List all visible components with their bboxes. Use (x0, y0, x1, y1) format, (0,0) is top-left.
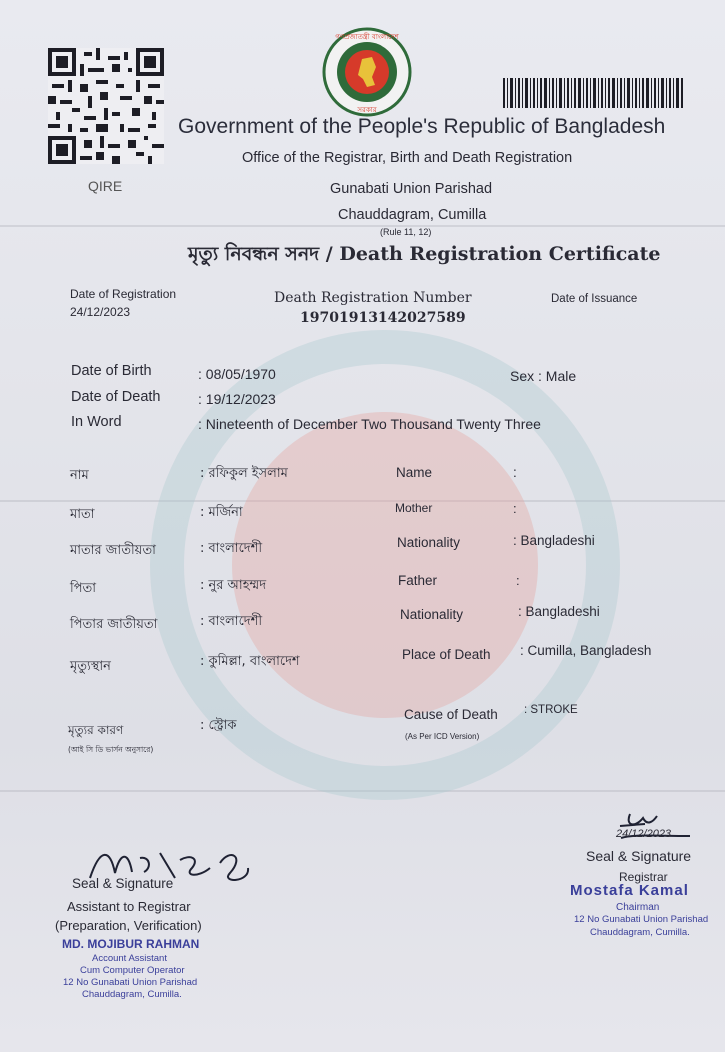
certificate-title (188, 240, 660, 272)
bn-father-value: : নুর আহম্মদ (200, 578, 267, 593)
dod-value: : 19/12/2023 (198, 391, 276, 407)
left-role: Assistant to Registrar (67, 899, 191, 914)
en-father-value: : (516, 573, 520, 588)
left-officer-line4: Chauddagram, Cumilla. (82, 989, 182, 1000)
title-separator: / (319, 243, 340, 265)
en-cause-note: (As Per ICD Version) (405, 732, 480, 741)
right-seal-label: Seal & Signature (586, 848, 692, 864)
in-word-label: In Word (71, 414, 122, 430)
en-cause-label: Cause of Death (404, 707, 498, 722)
left-seal-label: Seal & Signature (72, 876, 174, 891)
in-word-value: : Nineteenth of December Two Thousand Twenty Three (198, 416, 541, 432)
left-officer-line2: Cum Computer Operator (80, 965, 185, 976)
registration-number-label: Death Registration Number (274, 290, 472, 306)
bn-mother-nationality-value: : বাংলাদেশী (200, 541, 263, 556)
en-place-label: Place of Death (402, 647, 491, 662)
en-cause-value: : STROKE (524, 704, 578, 716)
bn-mother-label: মাতা (70, 507, 95, 522)
bn-father-label: পিতা (70, 581, 97, 596)
bn-cause-note: (আই সি ডি ভার্সন অনুসারে) (68, 745, 154, 754)
fold-line (0, 225, 725, 227)
en-father-label: Father (398, 573, 438, 588)
right-handwritten-date: 24/12/2023 (616, 828, 672, 840)
en-mother-nationality-value: : Bangladeshi (513, 533, 595, 548)
left-officer-line3: 12 No Gunabati Union Parishad (63, 977, 198, 988)
location-title: Chauddagram, Cumilla (338, 207, 487, 223)
left-officer-line1: Account Assistant (92, 953, 167, 964)
dob-label: Date of Birth (71, 363, 152, 379)
registration-number-value: 19701913142027589 (300, 310, 466, 326)
qr-code-icon (48, 47, 164, 165)
bn-name-label: নাম (70, 468, 89, 483)
registration-date-value: 24/12/2023 (70, 305, 131, 319)
union-title: Gunabati Union Parishad (330, 181, 493, 197)
en-place-value: : Cumilla, Bangladesh (520, 643, 652, 658)
bn-father-nationality-value: : বাংলাদেশী (200, 614, 263, 629)
registration-date-label: Date of Registration (70, 287, 177, 301)
en-mother-nationality-label: Nationality (397, 535, 461, 550)
office-title: Office of the Registrar, Birth and Death Registration (242, 150, 573, 166)
right-officer-line2: 12 No Gunabati Union Parishad (574, 914, 709, 925)
bn-cause-label: মৃত্যুর কারণ (68, 723, 124, 737)
bn-mother-value: : মর্জিনা (200, 505, 243, 520)
issuance-date-label: Date of Issuance (551, 293, 638, 305)
en-mother-label: Mother (395, 501, 433, 515)
bn-place-label: মৃত্যুস্থান (70, 659, 111, 674)
left-duty: (Preparation, Verification) (55, 918, 202, 933)
right-officer-line3: Chauddagram, Cumilla. (590, 927, 690, 938)
right-officer-name: Mostafa Kamal (570, 882, 689, 899)
title-en: Death Registration Certificate (339, 243, 661, 265)
right-officer-line1: Chairman (616, 902, 660, 913)
bn-father-nationality-label: পিতার জাতীয়তা (70, 617, 158, 632)
bn-cause-value: : স্ট্রোক (200, 718, 237, 733)
en-father-nationality-value: : Bangladeshi (518, 604, 600, 619)
en-name-label: Name (396, 465, 433, 480)
rule-text: (Rule 11, 12) (380, 227, 432, 237)
en-name-value: : (513, 465, 517, 480)
bn-mother-nationality-label: মাতার জাতীয়তা (70, 543, 156, 558)
en-mother-value: : (513, 501, 517, 516)
government-title: Government of the People's Republic of Bangladesh (178, 115, 666, 138)
barcode-icon (503, 78, 685, 108)
sex-value: Sex : Male (510, 368, 577, 384)
qr-label: QIRE (88, 178, 123, 194)
dod-label: Date of Death (71, 389, 161, 405)
dob-value: : 08/05/1970 (198, 366, 276, 382)
bn-place-value: : কুমিল্লা, বাংলাদেশ (200, 654, 300, 669)
bn-name-value: : রফিকুল ইসলাম (200, 466, 288, 481)
svg-text:গণপ্রজাতন্ত্রী বাংলাদেশ: গণপ্রজাতন্ত্রী বাংলাদেশ (335, 33, 399, 41)
government-emblem-icon (322, 27, 412, 117)
svg-text:সরকার: সরকার (357, 106, 377, 114)
title-bn: মৃত্যু নিবন্ধন সনদ (188, 243, 320, 265)
en-father-nationality-label: Nationality (400, 607, 464, 622)
left-officer-name: MD. MOJIBUR RAHMAN (62, 937, 200, 951)
right-role: Registrar (619, 870, 668, 884)
